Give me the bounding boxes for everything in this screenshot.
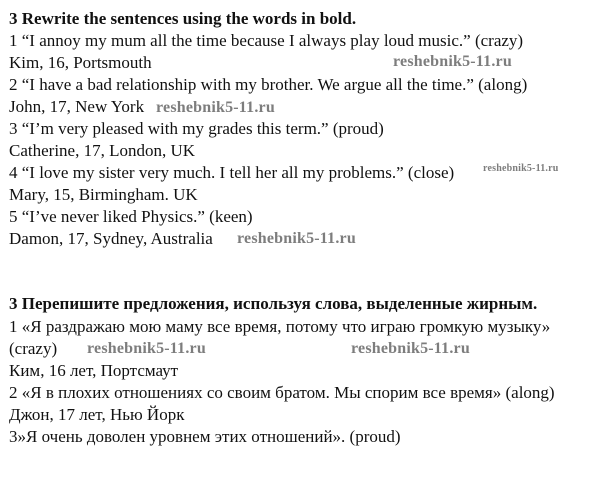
english-author-2: John, 17, New York	[9, 97, 145, 116]
english-author-1: Kim, 16, Portsmouth	[9, 53, 152, 72]
russian-heading: 3 Перепишите предложения, используя слова, выделенные жирным.	[9, 294, 538, 313]
english-sentence-4: 4 “I love my sister very much. I tell her all my problems.” (close)	[9, 163, 455, 182]
english-sentence-1: 1 “I annoy my mum all the time because I always play loud music.” (crazy)	[9, 31, 524, 50]
watermark-5: reshebnik5-11.ru	[87, 340, 206, 357]
watermark-4: reshebnik5-11.ru	[237, 230, 356, 247]
russian-line-6: 3»Я очень доволен уровнем этих отношений». (proud)	[9, 427, 401, 446]
russian-line-3: Ким, 16 лет, Портсмаут	[9, 361, 179, 380]
russian-line-2: (crazy)	[9, 339, 58, 358]
watermark-6: reshebnik5-11.ru	[351, 340, 470, 357]
english-sentence-2: 2 “I have a bad relationship with my brother. We argue all the time.” (along)	[9, 75, 528, 94]
english-author-5: Damon, 17, Sydney, Australia	[9, 229, 213, 248]
english-author-4: Mary, 15, Birmingham. UK	[9, 185, 198, 204]
russian-line-5: Джон, 17 лет, Нью Йорк	[9, 405, 185, 424]
english-sentence-5: 5 “I’ve never liked Physics.” (keen)	[9, 207, 253, 226]
russian-line-1: 1 «Я раздражаю мою маму все время, потому что играю громкую музыку»	[9, 317, 551, 336]
english-sentence-3: 3 “I’m very pleased with my grades this term.” (proud)	[9, 119, 384, 138]
watermark-3: reshebnik5-11.ru	[483, 163, 559, 174]
english-author-3: Catherine, 17, London, UK	[9, 141, 196, 160]
watermark-2: reshebnik5-11.ru	[156, 99, 275, 116]
english-heading: 3 Rewrite the sentences using the words in bold.	[9, 9, 357, 28]
russian-line-4: 2 «Я в плохих отношениях со своим братом. Мы спорим все время» (along)	[9, 383, 555, 402]
watermark-1: reshebnik5-11.ru	[393, 53, 512, 70]
